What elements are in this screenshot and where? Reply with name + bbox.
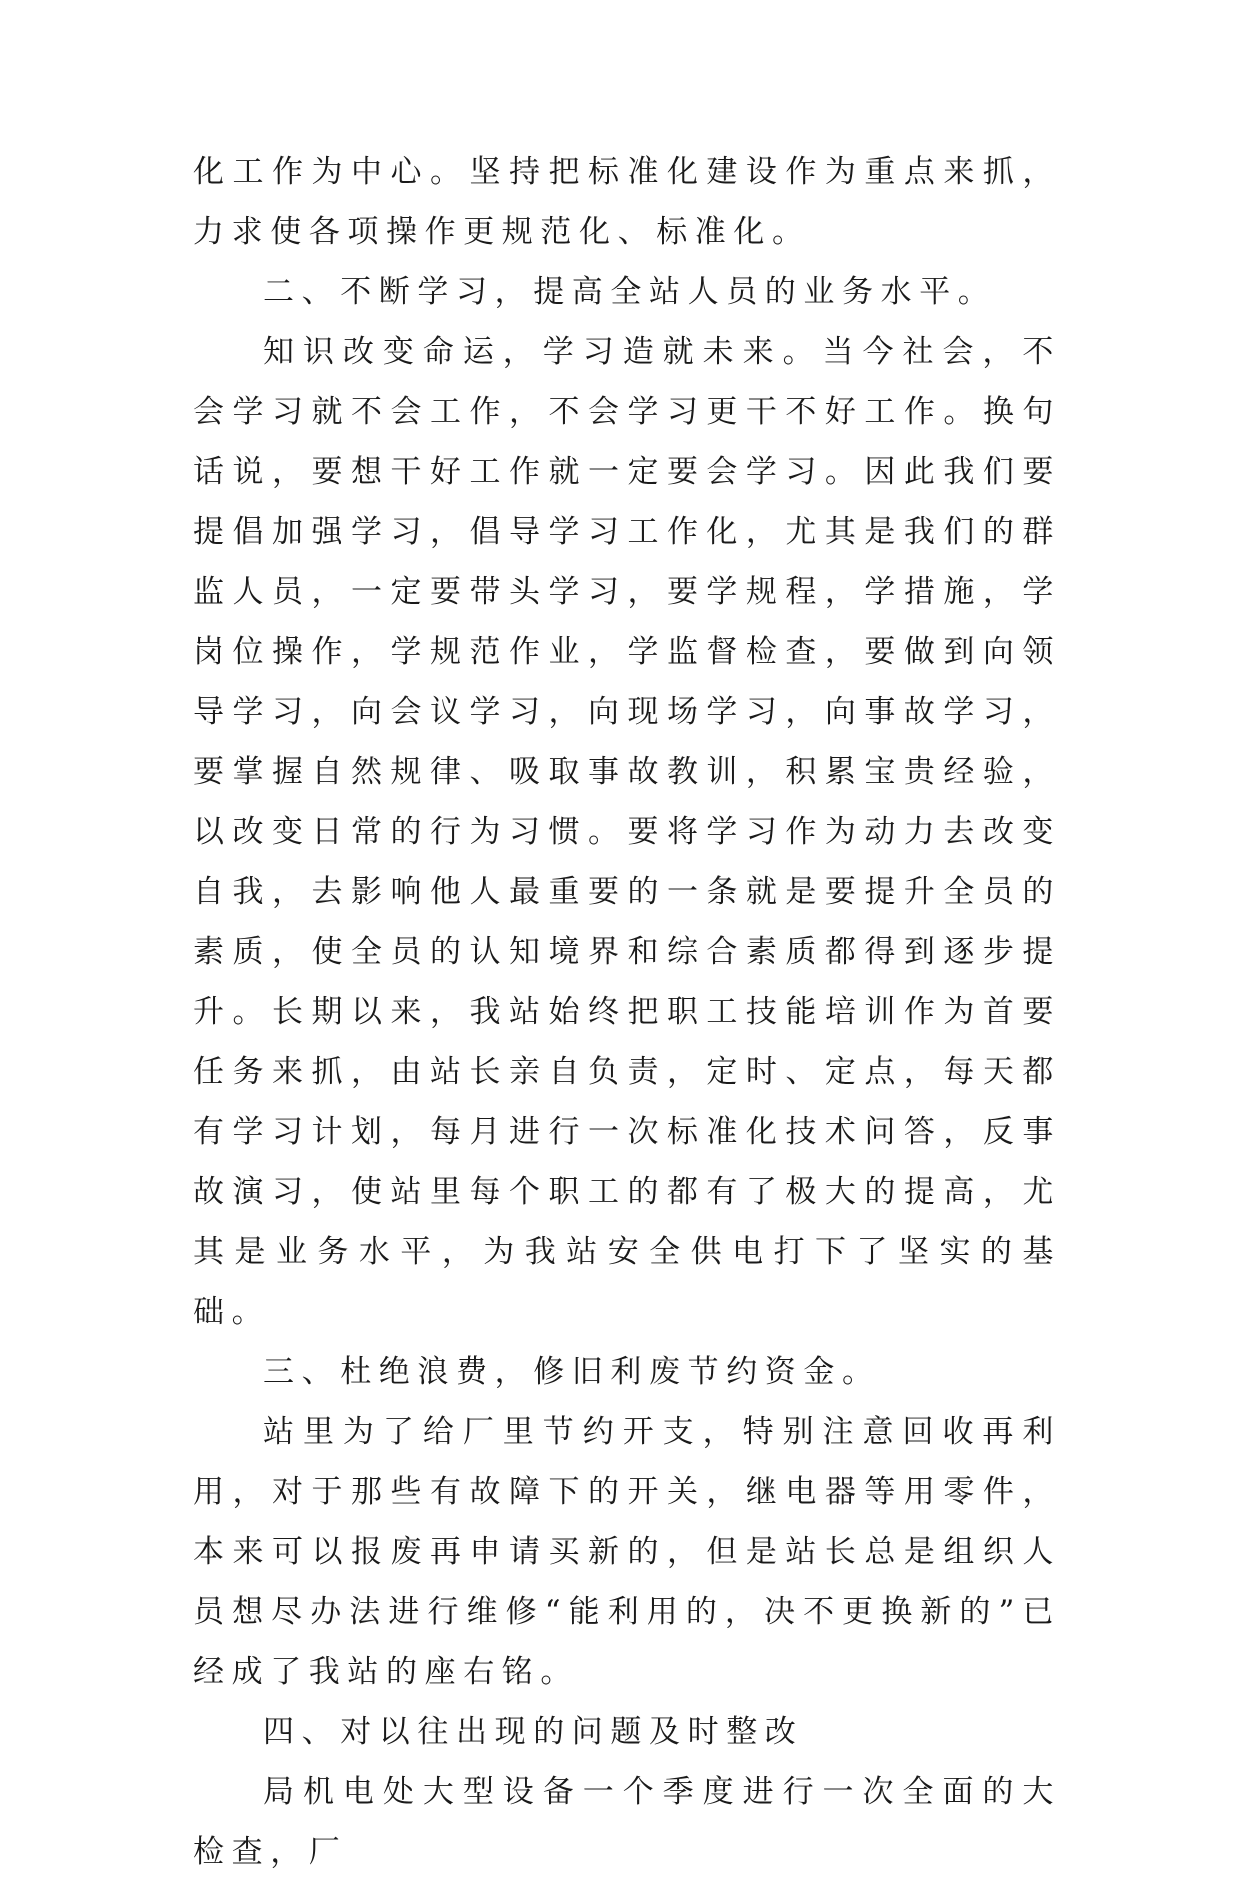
- paragraph-inspection: 局机电处大型设备一个季度进行一次全面的大检查，厂: [193, 1774, 1061, 1870]
- document-page: [193, 142, 1061, 1882]
- paragraph-learning: 知识改变命运，学习造就未来。当今社会，不会学习就不会工作，不会学习更干不好工作。换句话说，要想干好工作就一定要会学习。因此我们要提倡加强学习，倡导学习工作化，尤其是我们的群监人员，一定要带头学习，要学规程，学措施，学岗位操作，学规范作业，学监督检查，要做到向领导学习，向会议学习，向现场学习，向事故学习，要掌握自然规律、吸取事故教训，积累宝贵经验，以改变日常的行为习惯。要将学习作为动力去改变自我，去影响他人最重要的一条就是要提升全员的素质，使全员的认知境界和综合素质都得到逐步提升。长期以来，我站始终把职工技能培训作为首要任务来抓，由站长亲自负责，定时、定点，每天都有学习计划，每月进行一次标准化技术问答，反事故演习，使站里每个职工的都有了极大的提高，尤其是业务水平，为我站安全供电打下了坚实的基础。: [193, 334, 1061, 1330]
- section-heading-4: 四、对以往出现的问题及时整改: [263, 1714, 804, 1750]
- section-heading-2: 二、不断学习，提高全站人员的业务水平。: [263, 274, 997, 310]
- paragraph-continuation: 化工作为中心。坚持把标准化建设作为重点来抓，力求使各项操作更规范化、标准化。: [193, 154, 1061, 250]
- paragraph-recycling: 站里为了给厂里节约开支，特别注意回收再利用，对于那些有故障下的开关，继电器等用零件，本来可以报废再申请买新的，但是站长总是组织人员想尽办法进行维修“能利用的，决不更换新的”已经成了我站的座右铭。: [193, 1414, 1061, 1690]
- section-heading-3: 三、杜绝浪费，修旧利废节约资金。: [263, 1354, 881, 1390]
